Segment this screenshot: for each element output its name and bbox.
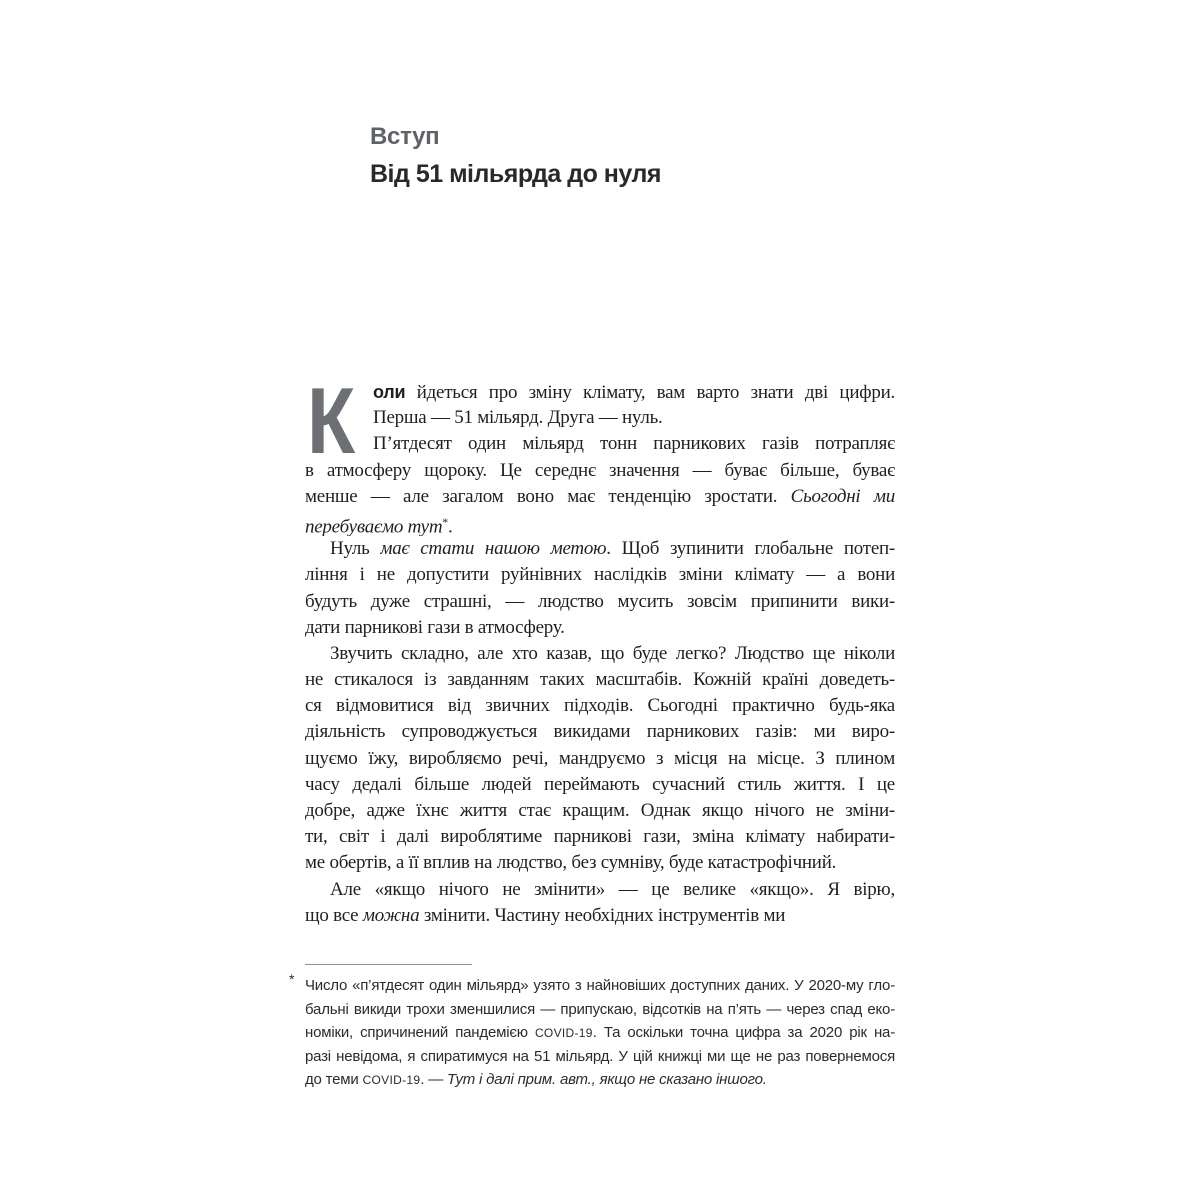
- text-run: оли: [373, 382, 406, 402]
- text-run: Звучить складно, але хто казав, що буде легко? Людство ще ніколи: [330, 642, 895, 664]
- body-text: [305, 368, 895, 929]
- text-run: перебуваємо тут: [305, 516, 443, 537]
- text-run: Число «п’ятдесят один мільярд» узято з найновіших доступних даних. У 2020-му гло-: [305, 977, 895, 994]
- text-line: [305, 877, 895, 903]
- text-run: менше — але загалом воно має тенденцію зростати.: [305, 485, 791, 507]
- text-line: [305, 693, 895, 719]
- text-run: в атмосферу щороку. Це середнє значення — буває більше, буває: [305, 459, 895, 481]
- text-line: [305, 510, 895, 536]
- text-line: [305, 772, 895, 798]
- text-run: Нуль: [330, 538, 381, 560]
- text-run: змінити. Частину необхідних інструментів ми: [419, 904, 786, 926]
- footnote-rule: [305, 964, 472, 965]
- text-line: [305, 1045, 895, 1069]
- text-run: часу дедалі більше людей переймають сучасний стиль життя. І це: [305, 773, 895, 795]
- text-line: [305, 850, 895, 876]
- text-run: йдеться про зміну клімату, вам варто знати дві цифри.: [405, 382, 895, 403]
- text-line: [305, 1068, 895, 1092]
- text-run: будуть дуже страшні, — людство мусить зовсім припинити вики-: [305, 590, 895, 612]
- text-line: [305, 536, 895, 562]
- text-run: ління і не допустити руйнівних наслідків зміни клімату — а вони: [305, 564, 895, 586]
- text-run: COVID-19: [534, 1026, 593, 1040]
- drop-cap: К: [307, 368, 355, 473]
- footnote-marker: *: [289, 971, 295, 987]
- text-line: [305, 589, 895, 615]
- text-run: не стикалося із завданням таких масштабів. Кожній країні доведеть-: [305, 669, 895, 691]
- text-run: ся відмовитися від звичних підходів. Сьогодні практично будь-яка: [305, 695, 895, 717]
- text-run: *: [442, 515, 448, 529]
- text-line: [305, 719, 895, 745]
- text-line: [305, 746, 895, 772]
- text-line: [305, 1021, 895, 1045]
- text-run: дати парникові гази в атмосферу.: [305, 616, 565, 638]
- text-line: [305, 667, 895, 693]
- chapter-overline: Вступ: [370, 123, 440, 150]
- text-run: ме обертів, а її вплив на людство, без сумніву, буде катастрофічний.: [305, 852, 837, 874]
- text-run: номіки, спричинений пандемією: [305, 1024, 535, 1041]
- text-run: . —: [420, 1071, 448, 1088]
- text-run: бальні викиди трохи зменшилися — припускаю, відсотків на п’ять — через спад еко-: [305, 1000, 895, 1018]
- text-run: . Щоб зупинити глобальне потеп-: [606, 538, 895, 560]
- text-line: [305, 998, 895, 1022]
- text-run: діяльність супроводжується викидами парникових газів: ми виро-: [305, 721, 895, 743]
- text-line: [305, 562, 895, 588]
- text-line: [305, 615, 895, 641]
- text-run: добре, адже їхнє життя стає кращим. Однак якщо нічого не зміни-: [305, 800, 895, 821]
- text-line: [305, 903, 895, 929]
- text-line: [305, 641, 895, 667]
- chapter-title: Від 51 мільярда до нуля: [370, 160, 661, 188]
- text-line: [305, 379, 895, 405]
- text-run: щуємо їжу, виробляємо речі, мандруємо з місця на місце. З плином: [305, 747, 895, 769]
- text-line: [305, 798, 895, 824]
- text-run: можна: [362, 904, 420, 926]
- footnote: [289, 971, 895, 1092]
- text-run: .: [447, 516, 453, 537]
- text-run: Перша — 51 мільярд. Друга — нуль.: [373, 407, 663, 429]
- footnote-lines: [305, 974, 895, 1092]
- text-run: має стати нашою метою: [380, 538, 607, 560]
- text-line: [305, 484, 895, 510]
- text-run: разі невідома, я спиратимуся на 51 мільярд. У цій книжці ми ще не раз повернемося: [305, 1047, 895, 1065]
- text-run: ти, світ і далі вироблятиме парникові гази, зміна клімату набирати-: [305, 826, 895, 848]
- text-run: Сьогодні ми: [790, 485, 895, 507]
- text-line: [305, 458, 895, 484]
- text-run: до теми: [305, 1071, 363, 1088]
- text-run: П’ятдесят один мільярд тонн парникових газів потрапляє: [373, 433, 895, 455]
- text-line: [305, 824, 895, 850]
- text-line: [305, 431, 895, 457]
- text-run: . Та оскільки точна цифра за 2020 рік на-: [592, 1024, 895, 1041]
- chapter-header: [370, 124, 661, 188]
- text-run: COVID-19: [362, 1073, 421, 1087]
- text-run: що все: [305, 904, 363, 926]
- text-run: Тут і далі прим. авт., якщо не сказано іншого.: [447, 1071, 767, 1088]
- text-line: [305, 405, 895, 431]
- paragraphs: [305, 368, 895, 929]
- text-line: [305, 974, 895, 998]
- text-run: Але «якщо нічого не змінити» — це велике «якщо». Я вірю,: [330, 878, 895, 900]
